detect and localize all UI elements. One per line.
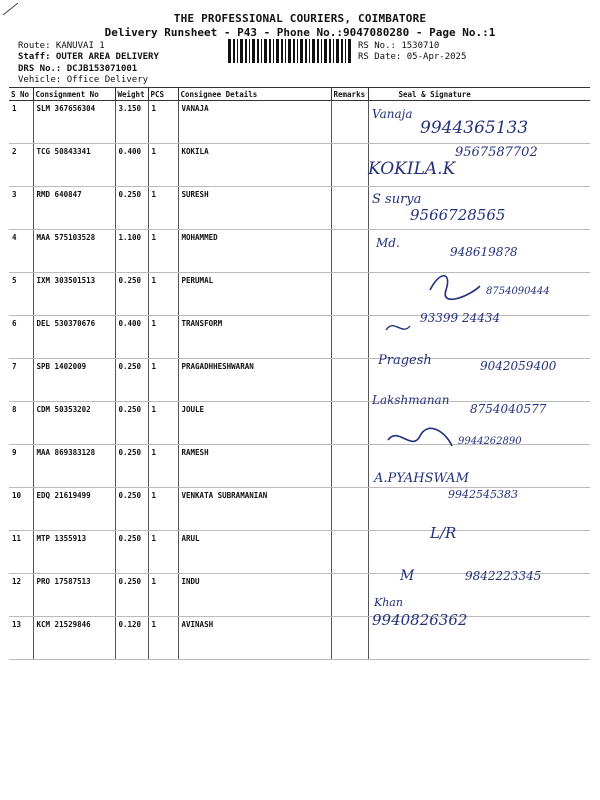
row-remarks [331, 101, 368, 144]
row-sno: 11 [9, 531, 33, 574]
table-row [9, 101, 590, 144]
row-consignee: INDU [178, 574, 331, 617]
sig-10-number: 9942545383 [448, 488, 518, 501]
table-row [9, 230, 590, 273]
row-consignee: PERUMAL [178, 273, 331, 316]
row-consignment: MAA 575103528 [33, 230, 115, 273]
row-signature [368, 101, 590, 144]
row-weight: 0.250 [115, 359, 148, 402]
row-sno: 9 [9, 445, 33, 488]
row-sno: 8 [9, 402, 33, 445]
table-row [9, 316, 590, 359]
row-weight: 0.250 [115, 402, 148, 445]
rs-number: RS No.: 1530710 [358, 41, 440, 51]
row-weight: 1.100 [115, 230, 148, 273]
row-weight: 0.250 [115, 574, 148, 617]
row-signature [368, 273, 590, 316]
col-consignment-header: Consignment No [33, 88, 115, 101]
barcode-bar [281, 39, 283, 63]
sig-13-number: 9940826362 [372, 611, 468, 629]
barcode-bar [341, 39, 343, 63]
barcode-bar [348, 39, 351, 63]
row-sno: 1 [9, 101, 33, 144]
barcode-bar [321, 39, 322, 63]
row-consignment: DEL 530370676 [33, 316, 115, 359]
barcode-bar [233, 39, 235, 63]
barcode-bar [345, 39, 346, 63]
row-pcs: 1 [148, 187, 178, 230]
row-consignment: IXM 303501513 [33, 273, 115, 316]
col-seal-header: Seal & Signature [368, 88, 590, 101]
col-weight-header: Weight [115, 88, 148, 101]
table-row [9, 402, 590, 445]
row-sno: 3 [9, 187, 33, 230]
row-sno: 5 [9, 273, 33, 316]
row-consignee: KOKILA [178, 144, 331, 187]
row-consignment: PRO 17587513 [33, 574, 115, 617]
sig-9-number: 9944262890 [458, 436, 522, 447]
row-weight: 0.400 [115, 144, 148, 187]
barcode-bar [312, 39, 315, 63]
barcode-bar [293, 39, 295, 63]
barcode-bar [300, 39, 303, 63]
row-consignee: VANAJA [178, 101, 331, 144]
row-sno: 10 [9, 488, 33, 531]
row-sno: 6 [9, 316, 33, 359]
row-sno: 13 [9, 617, 33, 660]
sig-13-name: Khan [374, 596, 403, 609]
row-weight: 0.250 [115, 273, 148, 316]
row-signature [368, 617, 590, 660]
row-consignee: PRAGADHHESHWARAN [178, 359, 331, 402]
row-consignee: SURESH [178, 187, 331, 230]
row-remarks [331, 402, 368, 445]
row-remarks [331, 144, 368, 187]
col-consignee-header: Consignee Details [178, 88, 331, 101]
sig-5-number: 8754090444 [486, 286, 550, 297]
sig-6-number: 93399 24434 [420, 311, 501, 325]
row-consignment: SPB 1402009 [33, 359, 115, 402]
row-pcs: 1 [148, 402, 178, 445]
table-row [9, 359, 590, 402]
table-row [9, 445, 590, 488]
row-remarks [331, 359, 368, 402]
sig-4-number: 9486198?8 [450, 245, 518, 259]
drs-number: DRS No.: DCJB153071001 [18, 64, 138, 74]
row-pcs: 1 [148, 359, 178, 402]
sig-8-name: Lakshmanan [372, 393, 450, 407]
barcode-bar [297, 39, 298, 63]
sig-12-number: 9842223345 [465, 569, 542, 583]
route-label: Route: KANUVAI 1 [18, 41, 105, 51]
row-pcs: 1 [148, 144, 178, 187]
barcode-bar [333, 39, 334, 63]
col-sno-header: S No [9, 88, 33, 101]
barcode-bar [324, 39, 327, 63]
row-pcs: 1 [148, 445, 178, 488]
table-row [9, 488, 590, 531]
row-consignee: MOHAMMED [178, 230, 331, 273]
row-weight: 0.250 [115, 187, 148, 230]
row-weight: 0.250 [115, 488, 148, 531]
row-signature [368, 445, 590, 488]
row-consignment: MTP 1355913 [33, 531, 115, 574]
row-consignee: TRANSFORM [178, 316, 331, 359]
rs-date: RS Date: 05-Apr-2025 [358, 52, 467, 62]
barcode-bar [257, 39, 259, 63]
sig-11-name: L/R [430, 524, 457, 542]
row-consignee: ARUL [178, 531, 331, 574]
barcode-bar [309, 39, 310, 63]
barcode-bar [252, 39, 255, 63]
row-signature [368, 187, 590, 230]
staff-label: Staff: OUTER AREA DELIVERY [18, 52, 159, 62]
barcode-bar [237, 39, 238, 63]
barcode-bar [288, 39, 291, 63]
row-signature [368, 402, 590, 445]
row-weight: 0.250 [115, 531, 148, 574]
row-pcs: 1 [148, 574, 178, 617]
sig-2-number: 9567587702 [455, 145, 538, 160]
company-title: THE PROFESSIONAL COURIERS, COIMBATORE [173, 12, 427, 25]
barcode-image [228, 39, 352, 63]
row-consignment: TCG 50843341 [33, 144, 115, 187]
row-consignment: KCM 21529846 [33, 617, 115, 660]
sig-8-number: 8754040577 [470, 402, 547, 416]
row-remarks [331, 187, 368, 230]
row-signature [368, 488, 590, 531]
row-consignment: MAA 869383128 [33, 445, 115, 488]
sig-3-number: 9566728565 [410, 206, 506, 224]
barcode-bar [336, 39, 339, 63]
row-consignee: RAMESH [178, 445, 331, 488]
row-weight: 3.150 [115, 101, 148, 144]
col-remarks-header: Remarks [331, 88, 368, 101]
row-sno: 4 [9, 230, 33, 273]
row-consignee: VENKATA SUBRAMANIAN [178, 488, 331, 531]
sig-7-number: 9042059400 [480, 359, 557, 373]
table-row [9, 273, 590, 316]
row-consignment: RMD 640847 [33, 187, 115, 230]
barcode-bar [249, 39, 250, 63]
row-remarks [331, 531, 368, 574]
row-sno: 7 [9, 359, 33, 402]
sig-3-name: S surya [372, 192, 422, 207]
row-remarks [331, 617, 368, 660]
table-header-row [9, 88, 590, 101]
vehicle-label: Vehicle: Office Delivery [18, 75, 149, 85]
runsheet-title: Delivery Runsheet - P43 - Phone No.:9047080280 - Page No.:1 [104, 26, 496, 39]
row-pcs: 1 [148, 531, 178, 574]
row-weight: 0.120 [115, 617, 148, 660]
row-pcs: 1 [148, 316, 178, 359]
barcode-bar [261, 39, 262, 63]
barcode-bar [329, 39, 331, 63]
row-pcs: 1 [148, 101, 178, 144]
row-consignment: CDM 50353202 [33, 402, 115, 445]
sig-4-name: Md. [376, 236, 400, 250]
row-weight: 0.400 [115, 316, 148, 359]
row-sno: 2 [9, 144, 33, 187]
barcode-bar [285, 39, 286, 63]
row-signature [368, 574, 590, 617]
table-row [9, 617, 590, 660]
barcode-bar [228, 39, 231, 63]
barcode-bar [264, 39, 267, 63]
barcode-bar [269, 39, 271, 63]
barcode-bar [276, 39, 279, 63]
table-row [9, 187, 590, 230]
row-remarks [331, 445, 368, 488]
row-sno: 12 [9, 574, 33, 617]
barcode-bar [240, 39, 243, 63]
runsheet-table [9, 87, 590, 660]
row-weight: 0.250 [115, 445, 148, 488]
row-signature [368, 359, 590, 402]
row-remarks [331, 316, 368, 359]
row-remarks [331, 273, 368, 316]
row-remarks [331, 230, 368, 273]
row-remarks [331, 574, 368, 617]
barcode-bar [317, 39, 319, 63]
barcode-bar [273, 39, 274, 63]
row-consignee: AVINASH [178, 617, 331, 660]
row-signature [368, 144, 590, 187]
sig-1-name: Vanaja [372, 107, 413, 121]
row-consignment: SLM 367656304 [33, 101, 115, 144]
col-pcs-header: PCS [148, 88, 178, 101]
row-pcs: 1 [148, 230, 178, 273]
barcode-bar [305, 39, 307, 63]
row-consignee: JOULE [178, 402, 331, 445]
sig-10-name: A.PYAHSWAM [374, 471, 469, 486]
row-signature [368, 230, 590, 273]
barcode-bar [245, 39, 247, 63]
sig-2-name: KOKILA.K [368, 159, 456, 179]
row-pcs: 1 [148, 273, 178, 316]
row-signature [368, 531, 590, 574]
sig-1-number: 9944365133 [420, 118, 529, 138]
table-row [9, 144, 590, 187]
row-pcs: 1 [148, 617, 178, 660]
row-signature [368, 316, 590, 359]
sig-12-name: M [400, 568, 415, 584]
row-pcs: 1 [148, 488, 178, 531]
table-row [9, 531, 590, 574]
row-remarks [331, 488, 368, 531]
sig-7-name: Pragesh [378, 353, 432, 368]
table-row [9, 574, 590, 617]
row-consignment: EDQ 21619499 [33, 488, 115, 531]
